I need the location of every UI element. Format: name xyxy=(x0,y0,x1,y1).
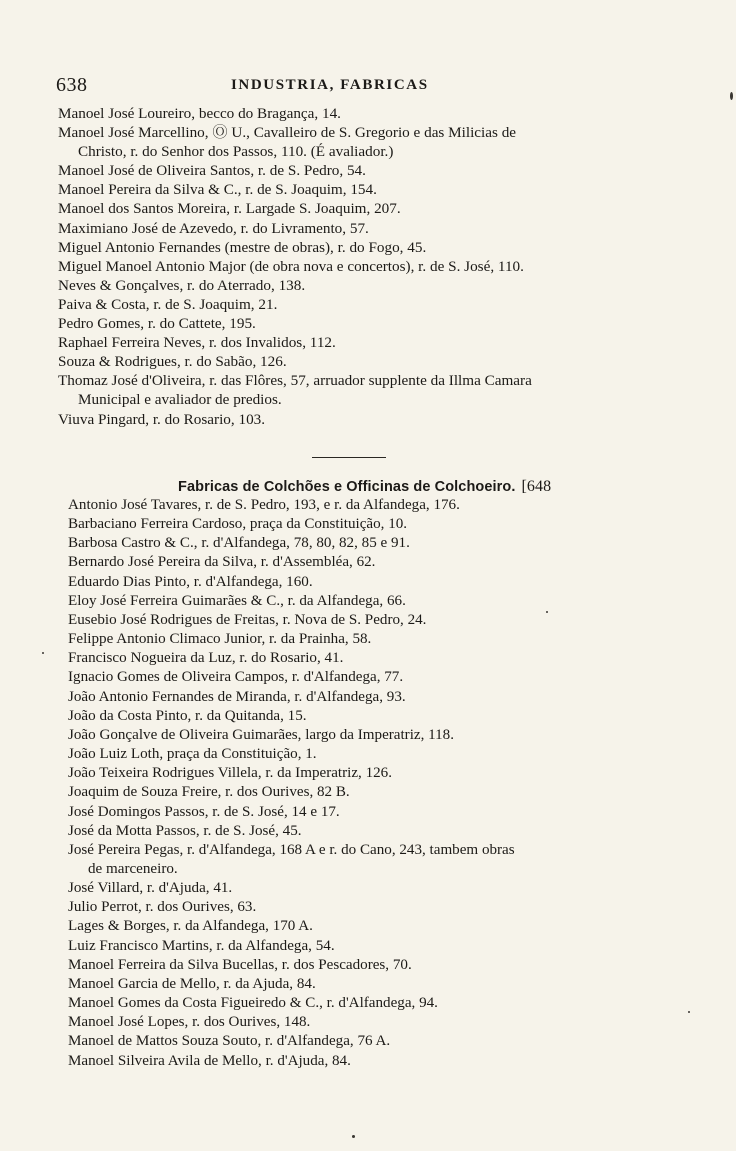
directory-entry xyxy=(68,783,718,802)
entry-text: Luiz Francisco Martins, r. da Alfandega, 54. xyxy=(68,937,335,954)
directory-entry xyxy=(68,496,718,515)
directory-entry xyxy=(68,822,718,841)
section-2-title xyxy=(178,478,551,496)
directory-entry xyxy=(58,410,708,429)
directory-entry xyxy=(68,707,718,726)
entry-text: Francisco Nogueira da Luz, r. do Rosario, 41. xyxy=(68,650,344,667)
entry-text: Felippe Antonio Climaco Junior, r. da Prainha, 58. xyxy=(68,631,372,648)
directory-entry xyxy=(68,975,718,994)
directory-entry xyxy=(68,611,718,630)
directory-entry xyxy=(68,764,718,783)
directory-entry xyxy=(68,688,718,707)
entry-text: Barbaciano Ferreira Cardoso, praça da Constituição, 10. xyxy=(68,516,408,533)
directory-entry xyxy=(68,898,718,917)
entry-text: Julio Perrot, r. dos Ourives, 63. xyxy=(68,899,257,916)
directory-entry xyxy=(68,1013,718,1032)
entry-text: Pedro Gomes, r. do Cattete, 195. xyxy=(58,315,256,333)
directory-entry xyxy=(58,371,708,409)
directory-entry xyxy=(68,1032,718,1051)
entry-text: Antonio José Tavares, r. de S. Pedro, 193, e r. da Alfandega, 176. xyxy=(68,497,460,513)
page-number: 638 xyxy=(56,74,88,96)
directory-entry xyxy=(68,994,718,1013)
entry-text: Manoel Gomes da Costa Figueiredo & C., r. d'Alfandega, 94. xyxy=(68,995,438,1012)
directory-entry xyxy=(68,534,718,553)
entry-text: Manoel José de Oliveira Santos, r. de S. Pedro, 54. xyxy=(58,162,366,180)
directory-entry xyxy=(68,803,718,822)
print-speck xyxy=(42,652,44,654)
entry-text: Eduardo Dias Pinto, r. d'Alfandega, 160. xyxy=(68,573,313,590)
print-speck xyxy=(688,1011,690,1013)
entry-text: Eloy José Ferreira Guimarães & C., r. da Alfandega, 66. xyxy=(68,592,406,609)
entry-text: José Villard, r. d'Ajuda, 41. xyxy=(68,880,233,897)
directory-entry xyxy=(68,841,718,879)
entry-continuation: Christo, r. do Senhor dos Passos, 110. (É avaliador.) xyxy=(78,143,394,161)
entry-text: Eusebio José Rodrigues de Freitas, r. Nova de S. Pedro, 24. xyxy=(68,611,427,628)
entry-text: Manoel dos Santos Moreira, r. Largade S. Joaquim, 207. xyxy=(58,200,401,218)
entry-text: Manoel Pereira da Silva & C., r. de S. Joaquim, 154. xyxy=(58,181,377,199)
directory-entry xyxy=(58,104,708,123)
entry-text: João Antonio Fernandes de Miranda, r. d'Alfandega, 93. xyxy=(68,688,406,705)
entry-text: José da Motta Passos, r. de S. José, 45. xyxy=(68,822,302,839)
entry-text: Souza & Rodrigues, r. do Sabão, 126. xyxy=(58,353,287,371)
entry-text: Ignacio Gomes de Oliveira Campos, r. d'Alfandega, 77. xyxy=(68,669,404,686)
directory-entry xyxy=(58,123,708,161)
entry-text: Lages & Borges, r. da Alfandega, 170 A. xyxy=(68,918,313,935)
directory-entry xyxy=(68,1052,718,1071)
entry-text: João Gonçalve de Oliveira Guimarães, largo da Imperatriz, 118. xyxy=(68,726,455,743)
entry-text: João Teixeira Rodrigues Villela, r. da Imperatriz, 126. xyxy=(68,765,392,782)
directory-entry xyxy=(58,352,708,371)
print-speck xyxy=(352,1135,355,1138)
section-title-text: Fabricas de Colchões e Officinas de Colchoeiro. xyxy=(178,479,516,495)
running-title: INDUSTRIA, FABRICAS xyxy=(231,77,429,93)
entry-text: Joaquim de Souza Freire, r. dos Ourives, 82 B. xyxy=(68,784,350,801)
entry-text: Thomaz José d'Oliveira, r. das Flôres, 57, arruador supplente da Illma Camara xyxy=(58,372,532,390)
entry-text: João Luiz Loth, praça da Constituição, 1. xyxy=(68,746,317,763)
running-header xyxy=(56,74,706,98)
entry-text: Manoel Garcia de Mello, r. da Ajuda, 84. xyxy=(68,975,316,992)
directory-entry xyxy=(58,180,708,199)
entry-text: Viuva Pingard, r. do Rosario, 103. xyxy=(58,410,266,428)
directory-entry xyxy=(68,668,718,687)
entry-text: Bernardo José Pereira da Silva, r. d'Assembléa, 62. xyxy=(68,554,376,571)
directory-entry xyxy=(58,257,708,276)
entry-text: Manoel Silveira Avila de Mello, r. d'Ajuda, 84. xyxy=(68,1052,351,1069)
entry-text: José Pereira Pegas, r. d'Alfandega, 168 A e r. do Cano, 243, tambem obras xyxy=(68,841,515,858)
entry-text: Miguel Antonio Fernandes (mestre de obras), r. do Fogo, 45. xyxy=(58,238,427,256)
entry-text: Barbosa Castro & C., r. d'Alfandega, 78, 80, 82, 85 e 91. xyxy=(68,535,410,552)
entry-text: Neves & Gonçalves, r. do Aterrado, 138. xyxy=(58,276,306,294)
entry-text: Manoel Ferreira da Silva Bucellas, r. dos Pescadores, 70. xyxy=(68,956,412,973)
entry-text: Raphael Ferreira Neves, r. dos Invalidos, 112. xyxy=(58,334,336,352)
section-1-list xyxy=(58,104,708,429)
entry-text: Manoel de Mattos Souza Souto, r. d'Alfandega, 76 A. xyxy=(68,1033,391,1050)
directory-entry xyxy=(58,199,708,218)
directory-entry xyxy=(68,592,718,611)
directory-entry xyxy=(68,937,718,956)
entry-text: Paiva & Costa, r. de S. Joaquim, 21. xyxy=(58,295,278,313)
entry-text: Manoel José Lopes, r. dos Ourives, 148. xyxy=(68,1014,311,1031)
directory-entry xyxy=(58,238,708,257)
section-divider xyxy=(312,457,386,458)
directory-entry xyxy=(58,314,708,333)
entry-text: Miguel Manoel Antonio Major (de obra nova e concertos), r. de S. José, 110. xyxy=(58,257,524,275)
directory-entry xyxy=(58,333,708,352)
entry-continuation: Municipal e avaliador de predios. xyxy=(78,391,282,409)
entry-text: Maximiano José de Azevedo, r. do Livramento, 57. xyxy=(58,219,369,237)
print-speck xyxy=(730,92,733,100)
entry-text: Manoel José Marcellino, Ⓞ U., Cavalleiro de S. Gregorio e das Milicias de xyxy=(58,124,517,142)
entry-text: José Domingos Passos, r. de S. José, 14 e 17. xyxy=(68,803,340,820)
directory-entry xyxy=(58,276,708,295)
print-speck xyxy=(546,611,548,613)
directory-entry xyxy=(68,726,718,745)
directory-entry xyxy=(68,745,718,764)
section-ref: [648 xyxy=(521,478,552,495)
section-2-list xyxy=(68,496,718,1071)
directory-entry xyxy=(68,630,718,649)
directory-entry xyxy=(58,161,708,180)
directory-entry xyxy=(68,879,718,898)
directory-entry xyxy=(58,219,708,238)
directory-entry xyxy=(68,917,718,936)
directory-entry xyxy=(68,956,718,975)
directory-entry xyxy=(68,515,718,534)
entry-text: João da Costa Pinto, r. da Quitanda, 15. xyxy=(68,707,307,724)
directory-entry xyxy=(68,553,718,572)
directory-entry xyxy=(68,649,718,668)
entry-text: Manoel José Loureiro, becco do Bragança, 14. xyxy=(58,105,341,122)
directory-entry xyxy=(68,573,718,592)
directory-entry xyxy=(58,295,708,314)
entry-continuation: de marceneiro. xyxy=(88,860,178,877)
